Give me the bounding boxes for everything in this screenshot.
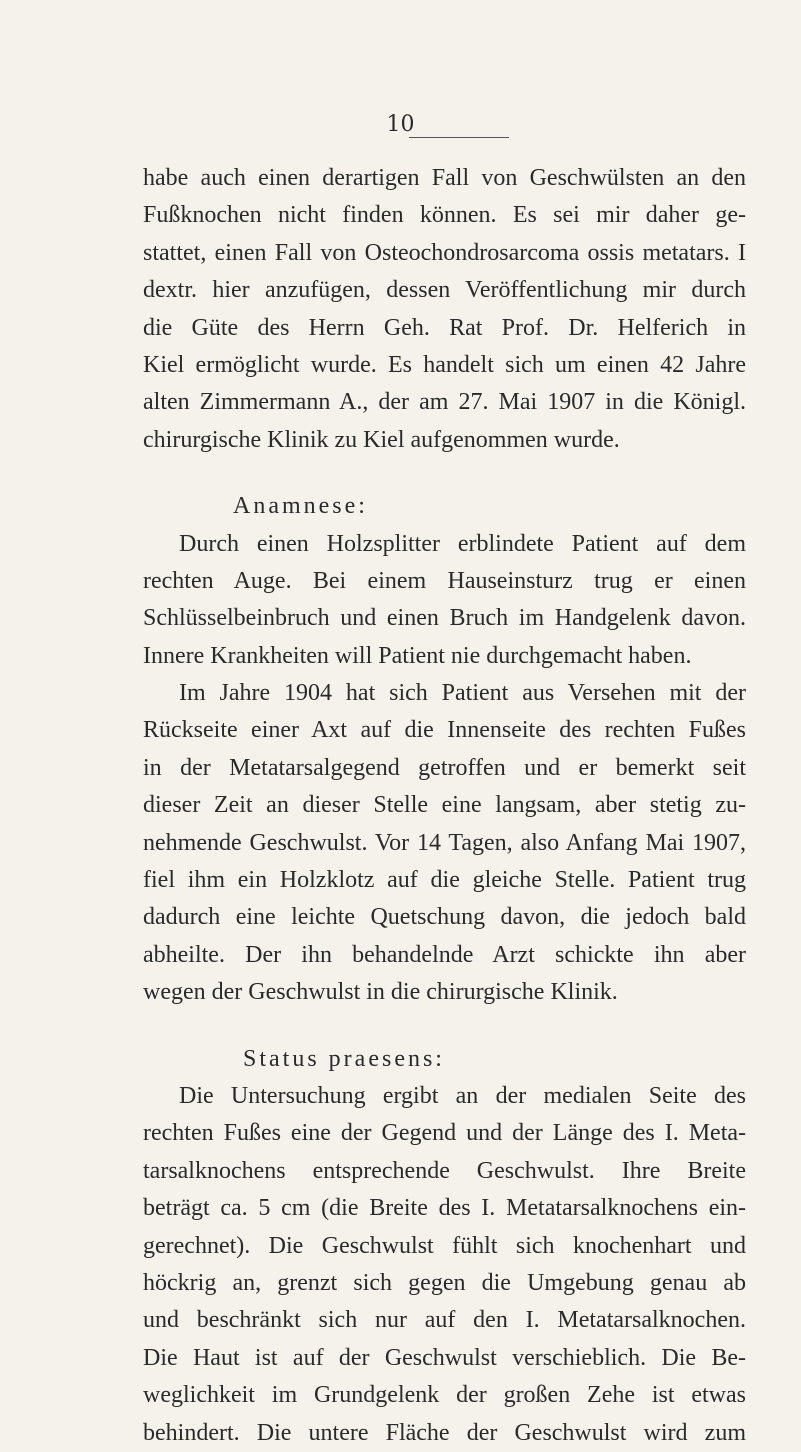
text-line: alten Zimmermann A., der am 27. Mai 1907 in die Königl. <box>143 389 746 416</box>
text-line: weglichkeit im Grundgelenk der großen Zehe ist etwas <box>143 1382 746 1409</box>
text-line: Kiel ermöglicht wurde. Es handelt sich um einen 42 Jahre <box>143 351 746 378</box>
text-line: chirurgische Klinik zu Kiel aufgenommen wurde. <box>143 426 620 453</box>
text-line: dieser Zeit an dieser Stelle eine langsam, aber stetig zu- <box>143 792 746 819</box>
text-line: behindert. Die untere Fläche der Geschwulst wird zum <box>143 1419 746 1446</box>
text-line: nehmende Geschwulst. Vor 14 Tagen, also Anfang Mai 1907, <box>143 829 746 856</box>
text-line: Die Untersuchung ergibt an der medialen Seite des <box>179 1082 746 1109</box>
text-line: Schlüsselbeinbruch und einen Bruch im Handgelenk davon. <box>143 605 746 632</box>
text-line: Die Haut ist auf der Geschwulst verschieblich. Die Be- <box>143 1344 746 1371</box>
text-line: in der Metatarsalgegend getroffen und er bemerkt seit <box>143 754 746 781</box>
section-gap <box>143 459 746 488</box>
text-line: und beschränkt sich nur auf den I. Metatarsalknochen. <box>143 1307 746 1334</box>
text-line: wegen der Geschwulst in die chirurgische Klinik. <box>143 979 618 1006</box>
text-line: gerechnet). Die Geschwulst fühlt sich knochenhart und <box>143 1232 746 1259</box>
text-line: beträgt ca. 5 cm (die Breite des I. Metatarsalknochens ein- <box>143 1195 746 1222</box>
text-line: höckrig an, grenzt sich gegen die Umgebung genau ab <box>143 1269 746 1296</box>
text-line: abheilte. Der ihn behandelnde Arzt schickte ihn aber <box>143 941 746 968</box>
intro-paragraph <box>143 160 746 459</box>
page-number-rule <box>409 137 509 138</box>
text-line: Durch einen Holzsplitter erblindete Patient auf dem <box>179 530 746 557</box>
text-line: stattet, einen Fall von Osteochondrosarcoma ossis metatars. I <box>143 239 746 266</box>
section-heading: Status praesens: <box>243 1045 445 1072</box>
body-text <box>143 160 746 1452</box>
text-line: fiel ihm ein Holzklotz auf die gleiche Stelle. Patient trug <box>143 867 746 894</box>
text-line: die Güte des Herrn Geh. Rat Prof. Dr. Helferich in <box>143 314 746 341</box>
text-line: dadurch eine leichte Quetschung davon, die jedoch bald <box>143 904 746 931</box>
text-line: Fußknochen nicht finden können. Es sei mir daher ge- <box>143 202 746 229</box>
text-line: Rückseite einer Axt auf die Innenseite des rechten Fußes <box>143 717 746 744</box>
page-number: 10 <box>386 112 415 137</box>
text-line: rechten Auge. Bei einem Hauseinsturz trug er einen <box>143 567 746 594</box>
text-line: tarsalknochens entsprechende Geschwulst. Ihre Breite <box>143 1157 746 1184</box>
section-heading: Anamnese: <box>233 493 368 520</box>
section-gap <box>143 1012 746 1041</box>
section-status-praesens <box>143 1041 746 1452</box>
text-line: dextr. hier anzufügen, dessen Veröffentlichung mir durch <box>143 277 746 304</box>
text-line: rechten Fußes eine der Gegend und der Länge des I. Meta- <box>143 1120 746 1147</box>
text-line: habe auch einen derartigen Fall von Geschwülsten an den <box>143 165 746 191</box>
section-anamnese <box>143 488 746 1011</box>
text-line: Im Jahre 1904 hat sich Patient aus Versehen mit der <box>179 680 746 707</box>
text-line: Innere Krankheiten will Patient nie durchgemacht haben. <box>143 642 692 669</box>
